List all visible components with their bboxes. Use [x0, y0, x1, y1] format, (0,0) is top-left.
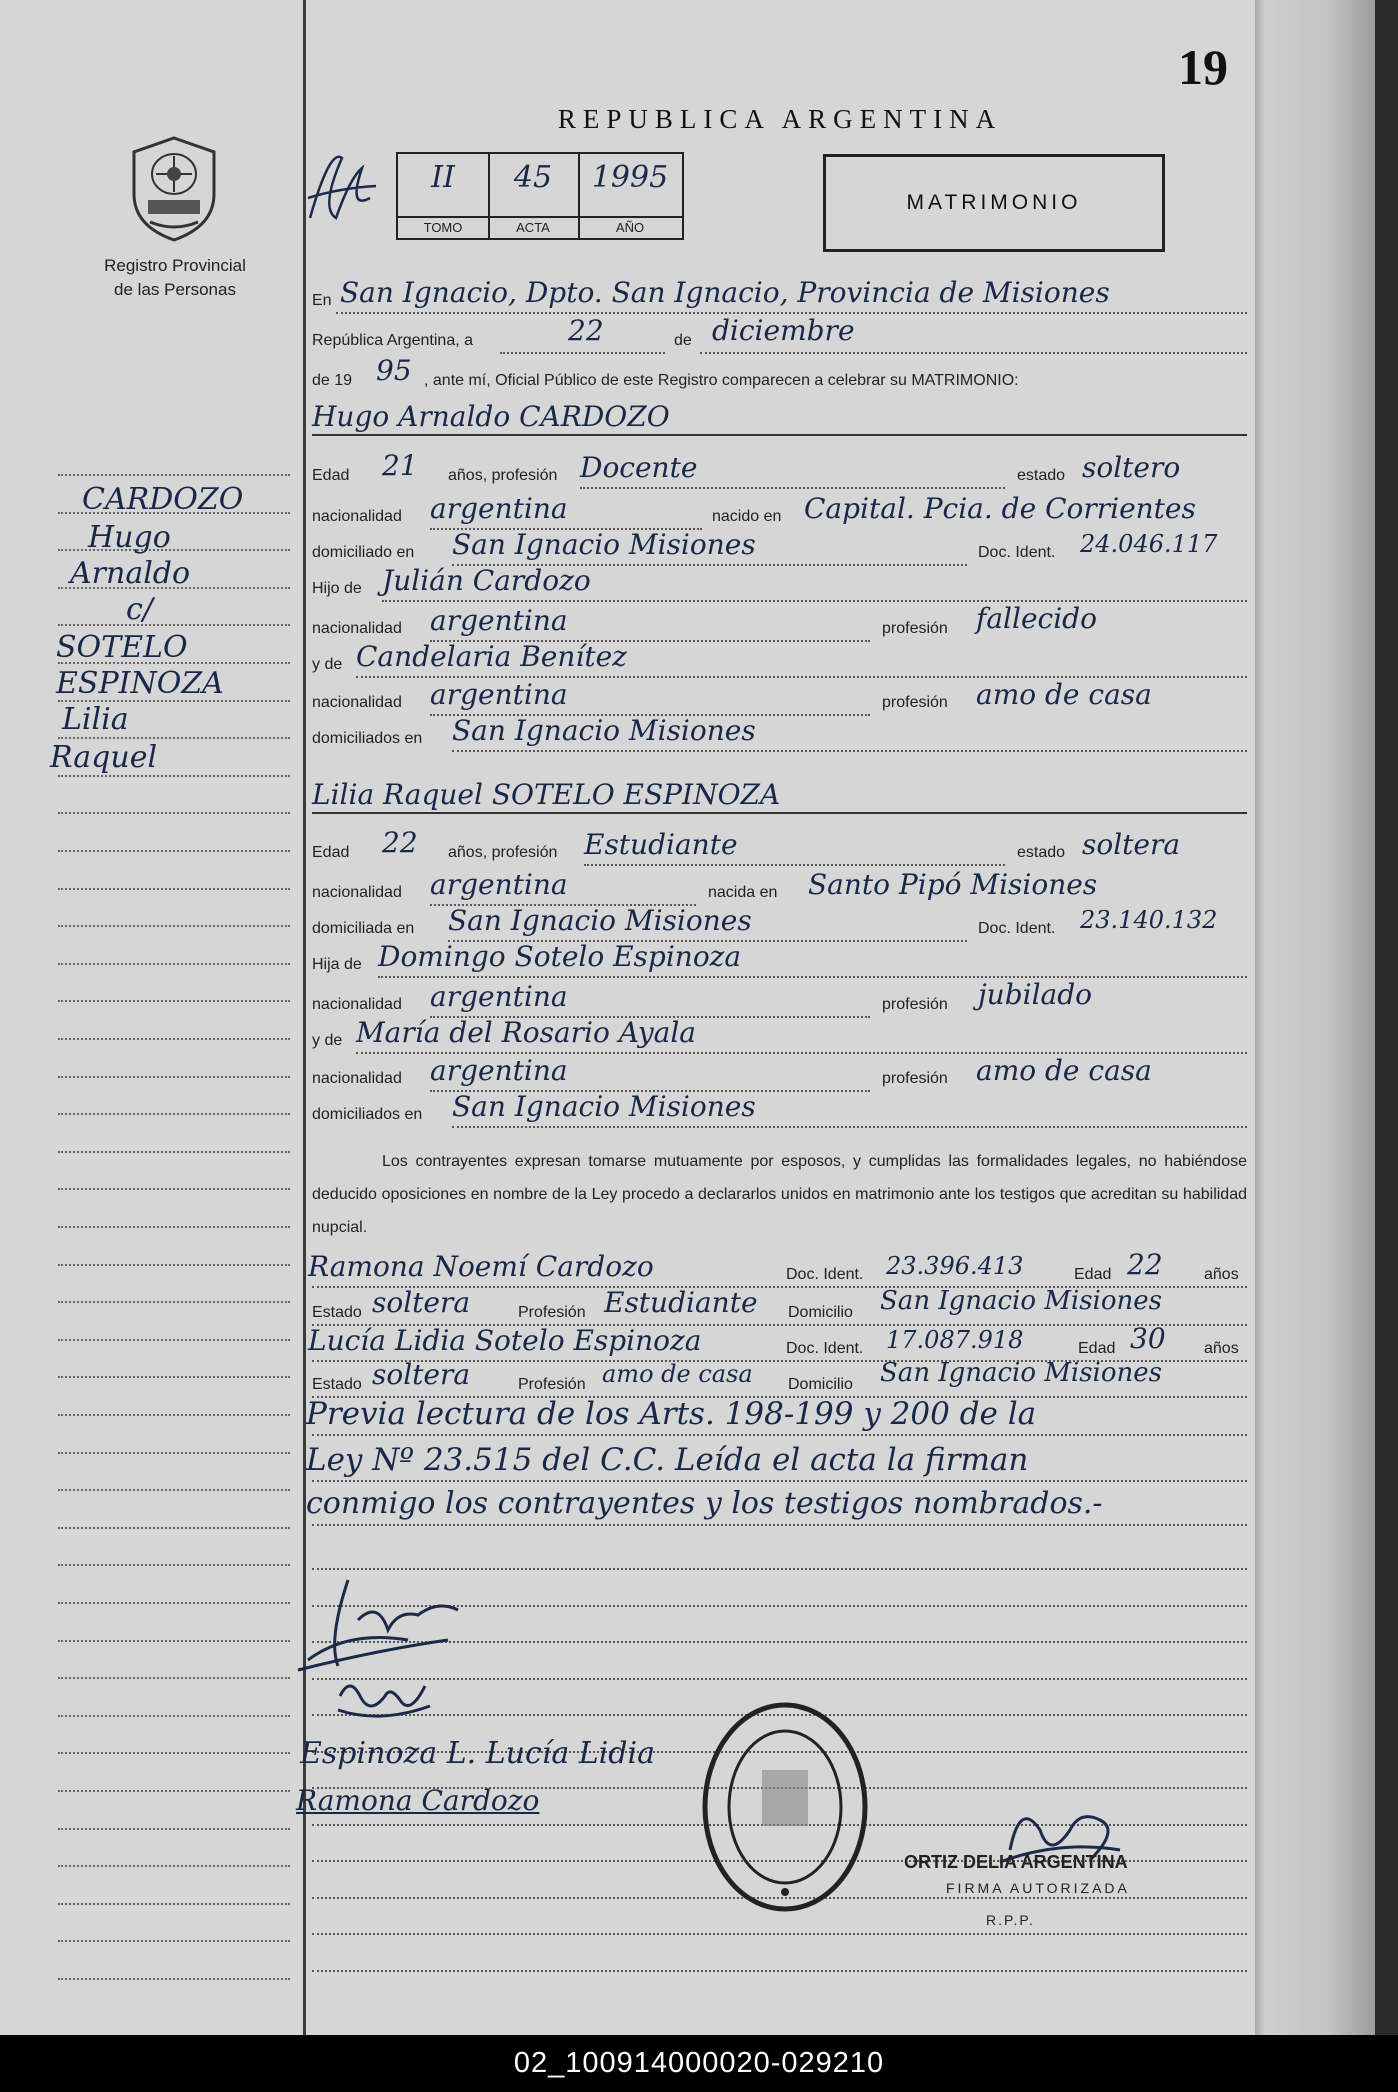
margin-name-line: SOTELO	[56, 630, 188, 665]
margin-rule	[58, 1226, 290, 1228]
margin-rule	[58, 1790, 290, 1792]
bride-mother-row	[312, 1018, 1247, 1058]
label-profesion: Profesión	[518, 1304, 586, 1321]
margin-name-line: Lilia	[62, 702, 129, 737]
bride-age: 22	[382, 826, 418, 859]
margin-rule	[58, 1489, 290, 1491]
groom-mother-profession: amo de casa	[976, 678, 1152, 711]
label-de: de	[674, 332, 692, 349]
groom-profession: Docente	[580, 451, 698, 484]
witness-1-name: Ramona Noemí Cardozo	[308, 1250, 654, 1283]
margin-rule	[58, 888, 290, 890]
label-profesion: Profesión	[518, 1376, 586, 1393]
bride-parents-dom-row	[312, 1092, 1247, 1132]
declaration-text: Los contrayentes expresan tomarse mutuamente por esposos, y cumplidas las formalidades legales, no habiéndose deducido oposiciones en nombre de la Ley procedo a declararlos unidos en matrimonio ante los testigos que acreditan su habilidad nupcial.	[312, 1153, 1247, 1236]
margin-name-line: c/	[126, 592, 153, 627]
officer-initials: R.P.P.	[986, 1912, 1035, 1928]
margin-rule	[58, 1527, 290, 1529]
page-edge	[1255, 0, 1375, 2035]
groom-parents-domicile: San Ignacio Misiones	[452, 714, 756, 747]
closing-text-3: conmigo los contrayentes y los testigos nombrados.-	[306, 1486, 1103, 1521]
groom-name: Hugo Arnaldo CARDOZO	[312, 400, 670, 433]
place-value: San Ignacio, Dpto. San Ignacio, Provincia de Misiones	[340, 276, 1110, 309]
margin-rule	[58, 1038, 290, 1040]
margin-name-line: Hugo	[88, 520, 171, 555]
bride-nationality: argentina	[430, 868, 568, 901]
margin-rule	[58, 1264, 290, 1266]
label-domicilio: Domicilio	[788, 1304, 853, 1321]
margin-rule	[58, 1000, 290, 1002]
rule	[700, 352, 1247, 354]
binding-shadow	[1375, 0, 1398, 2035]
label-doc: Doc. Ident.	[978, 544, 1056, 561]
margin-name-line: CARDOZO	[82, 482, 244, 517]
bride-name: Lilia Raquel SOTELO ESPINOZA	[312, 778, 781, 811]
groom-mother: Candelaria Benítez	[356, 640, 627, 673]
acta-value: 45	[513, 160, 553, 195]
groom-status: soltero	[1082, 451, 1181, 484]
label-doc: Doc. Ident.	[786, 1340, 864, 1357]
label-estado: estado	[1017, 844, 1066, 861]
groom-name-row	[312, 400, 1247, 440]
bride-father-row	[312, 942, 1247, 982]
date-row	[312, 314, 1247, 358]
label-nacida: nacida en	[708, 884, 778, 901]
label-nacionalidad: nacionalidad	[312, 620, 402, 637]
acta-cell	[488, 154, 580, 238]
witness-2-signature-text: Espinoza L. Lucía Lidia	[300, 1736, 655, 1771]
margin-rule	[58, 812, 290, 814]
label-anos-prof: años, profesión	[448, 467, 558, 484]
margin-name-line: Raquel	[50, 740, 158, 775]
rule	[312, 812, 1247, 814]
tomo-label: TOMO	[398, 216, 488, 238]
label-edad: Edad	[1078, 1340, 1116, 1357]
label-doc: Doc. Ident.	[978, 920, 1056, 937]
margin-rule	[58, 1339, 290, 1341]
bride-father-profession: jubilado	[978, 978, 1093, 1011]
bride-birthplace: Santo Pipó Misiones	[808, 868, 1098, 901]
groom-signature	[288, 1570, 488, 1680]
closing-text-1: Previa lectura de los Arts. 198-199 y 200 de la	[306, 1396, 1037, 1432]
rule	[378, 976, 1247, 978]
label-nacionalidad: nacionalidad	[312, 884, 402, 901]
label-republica: República Argentina, a	[312, 332, 473, 349]
groom-age-row	[312, 449, 1247, 493]
margin-rule	[58, 1903, 290, 1905]
witness-1-profession: Estudiante	[604, 1286, 758, 1319]
witness-2-doc: 17.087.918	[886, 1326, 1024, 1354]
margin-rule	[58, 775, 290, 777]
rule	[312, 1480, 1247, 1482]
witness-2-domicile: San Ignacio Misiones	[880, 1358, 1163, 1388]
ano-cell	[578, 154, 682, 238]
label-domiciliados: domiciliados en	[312, 1106, 423, 1123]
tomo-cell	[398, 154, 490, 238]
label-domiciliado: domiciliado en	[312, 544, 415, 561]
margin-rule	[58, 925, 290, 927]
bride-age-row	[312, 826, 1247, 870]
record-id-box	[396, 152, 684, 240]
year-row	[312, 354, 1247, 398]
label-nacionalidad: nacionalidad	[312, 996, 402, 1013]
signature-rule	[312, 1970, 1247, 1972]
label-hija: Hija de	[312, 956, 362, 973]
margin-rule	[58, 850, 290, 852]
provincial-emblem-icon	[126, 134, 222, 244]
groom-father-nationality: argentina	[430, 604, 568, 637]
rule	[500, 352, 665, 354]
groom-domicile: San Ignacio Misiones	[452, 528, 756, 561]
groom-parents-dom-row	[312, 716, 1247, 756]
closing-line-3	[306, 1486, 1247, 1530]
groom-father-row	[312, 566, 1247, 606]
witness-2-status: soltera	[372, 1358, 471, 1391]
witness-1-age: 22	[1127, 1248, 1163, 1281]
year-value: 95	[376, 354, 412, 387]
country-title: REPUBLICA ARGENTINA	[557, 104, 1003, 134]
margin-rule	[58, 1376, 290, 1378]
ano-value: 1995	[591, 160, 669, 195]
bride-father-nationality: argentina	[430, 980, 568, 1013]
witness-1-status: soltera	[372, 1286, 471, 1319]
rule	[312, 1524, 1247, 1526]
bride-name-row	[312, 778, 1247, 818]
margin-rule	[58, 1940, 290, 1942]
page-number: 19	[1178, 39, 1228, 95]
scan-footer-code: 02_100914000020-029210	[0, 2035, 1398, 2092]
label-profesion: profesión	[882, 620, 948, 637]
rule	[382, 600, 1247, 602]
place-row	[312, 278, 1247, 318]
groom-doc: 24.046.117	[1080, 530, 1218, 558]
label-estado: Estado	[312, 1376, 362, 1393]
label-nacionalidad: nacionalidad	[312, 1070, 402, 1087]
label-anos-prof: años, profesión	[448, 844, 558, 861]
label-domiciliada: domiciliada en	[312, 920, 415, 937]
label-yde: y de	[312, 1032, 343, 1049]
witness-1-doc: 23.396.413	[886, 1252, 1024, 1280]
margin-name-line: Arnaldo	[70, 556, 191, 591]
record-type-box: MATRIMONIO	[823, 154, 1165, 252]
bride-mother-profession: amo de casa	[976, 1054, 1152, 1087]
closing-line-2	[306, 1442, 1247, 1486]
bride-profession: Estudiante	[584, 828, 738, 861]
label-nacionalidad: nacionalidad	[312, 694, 402, 711]
label-estado: Estado	[312, 1304, 362, 1321]
groom-nationality: argentina	[430, 492, 568, 525]
label-year: de 19	[312, 372, 353, 389]
margin-rule	[58, 963, 290, 965]
rule	[452, 750, 1247, 752]
label-edad: Edad	[312, 844, 350, 861]
margin-rule	[58, 1113, 290, 1115]
rule	[312, 1434, 1247, 1436]
label-edad: Edad	[312, 467, 350, 484]
officer-title: FIRMA AUTORIZADA	[946, 1880, 1130, 1896]
label-en: En	[312, 292, 332, 309]
margin-rule	[58, 1076, 290, 1078]
label-profesion: profesión	[882, 694, 948, 711]
margin-rule	[58, 1677, 290, 1679]
margin-rule	[58, 1602, 290, 1604]
acta-label: ACTA	[488, 216, 578, 238]
bride-status: soltera	[1082, 828, 1181, 861]
bride-mother-nationality: argentina	[430, 1054, 568, 1087]
margin-rule	[58, 1188, 290, 1190]
agency-line-2: de las Personas	[114, 280, 236, 299]
closing-text-2: Ley Nº 23.515 del C.C. Leída el acta la firman	[306, 1442, 1029, 1478]
label-doc: Doc. Ident.	[786, 1266, 864, 1283]
margin-rule	[58, 737, 290, 739]
groom-age: 21	[382, 449, 418, 482]
margin-rule	[58, 1452, 290, 1454]
margin-rule	[58, 1414, 290, 1416]
agency-name	[70, 254, 280, 302]
rule	[580, 487, 1005, 489]
label-nacido: nacido en	[712, 508, 782, 525]
margin-rule	[58, 1715, 290, 1717]
label-nacionalidad: nacionalidad	[312, 508, 402, 525]
month-value: diciembre	[712, 314, 855, 347]
margin-rule	[58, 1865, 290, 1867]
label-profesion: profesión	[882, 1070, 948, 1087]
witness-1-domicile: San Ignacio Misiones	[880, 1286, 1163, 1316]
margin-rule	[58, 1828, 290, 1830]
label-anos: años	[1204, 1266, 1239, 1283]
bride-mother: María del Rosario Ayala	[356, 1016, 696, 1049]
label-edad: Edad	[1074, 1266, 1112, 1283]
tomo-value: II	[431, 160, 455, 195]
label-estado: estado	[1017, 467, 1066, 484]
signature-rule	[312, 1933, 1247, 1935]
groom-birthplace: Capital. Pcia. de Corrientes	[804, 492, 1196, 525]
bride-doc: 23.140.132	[1080, 906, 1218, 934]
label-yde: y de	[312, 656, 343, 673]
officer-name: ORTIZ DELIA ARGENTINA	[904, 1852, 1128, 1872]
registrar-initials-signature	[300, 138, 380, 233]
label-hijo: Hijo de	[312, 580, 362, 597]
margin-divider	[303, 0, 306, 2035]
witness-2-name: Lucía Lidia Sotelo Espinoza	[308, 1324, 702, 1357]
margin-name-line: ESPINOZA	[56, 666, 224, 701]
witness-2-profession: amo de casa	[602, 1360, 753, 1388]
bride-parents-domicile: San Ignacio Misiones	[452, 1090, 756, 1123]
margin-rule	[58, 1151, 290, 1153]
margin-rule	[58, 1301, 290, 1303]
rule	[452, 1126, 1247, 1128]
groom-mother-nationality: argentina	[430, 678, 568, 711]
ano-label: AÑO	[578, 216, 682, 238]
rule	[584, 864, 1005, 866]
day-value: 22	[568, 314, 604, 347]
margin-rule	[58, 1640, 290, 1642]
label-comparecen: , ante mí, Oficial Público de este Registro comparecen a celebrar su MATRIMONIO:	[424, 372, 1019, 389]
bride-father: Domingo Sotelo Espinoza	[378, 940, 742, 973]
margin-rule	[58, 1978, 290, 1980]
label-domiciliados: domiciliados en	[312, 730, 423, 747]
label-profesion: profesión	[882, 996, 948, 1013]
margin-rule	[58, 474, 290, 476]
bride-signature	[330, 1666, 440, 1736]
groom-mother-row	[312, 642, 1247, 682]
closing-line-1	[306, 1396, 1247, 1440]
margin-rule	[58, 1564, 290, 1566]
label-domicilio: Domicilio	[788, 1376, 853, 1393]
official-stamp-icon	[700, 1700, 870, 1915]
label-anos: años	[1204, 1340, 1239, 1357]
margin-rule	[58, 624, 290, 626]
groom-father-profession: fallecido	[976, 602, 1097, 635]
bride-domicile: San Ignacio Misiones	[448, 904, 752, 937]
margin-rule	[58, 1752, 290, 1754]
groom-father: Julián Cardozo	[382, 564, 591, 597]
witness-2-age: 30	[1130, 1322, 1166, 1355]
agency-line-1: Registro Provincial	[104, 256, 246, 275]
rule	[312, 434, 1247, 436]
witness-1-signature-text: Ramona Cardozo	[296, 1784, 540, 1817]
